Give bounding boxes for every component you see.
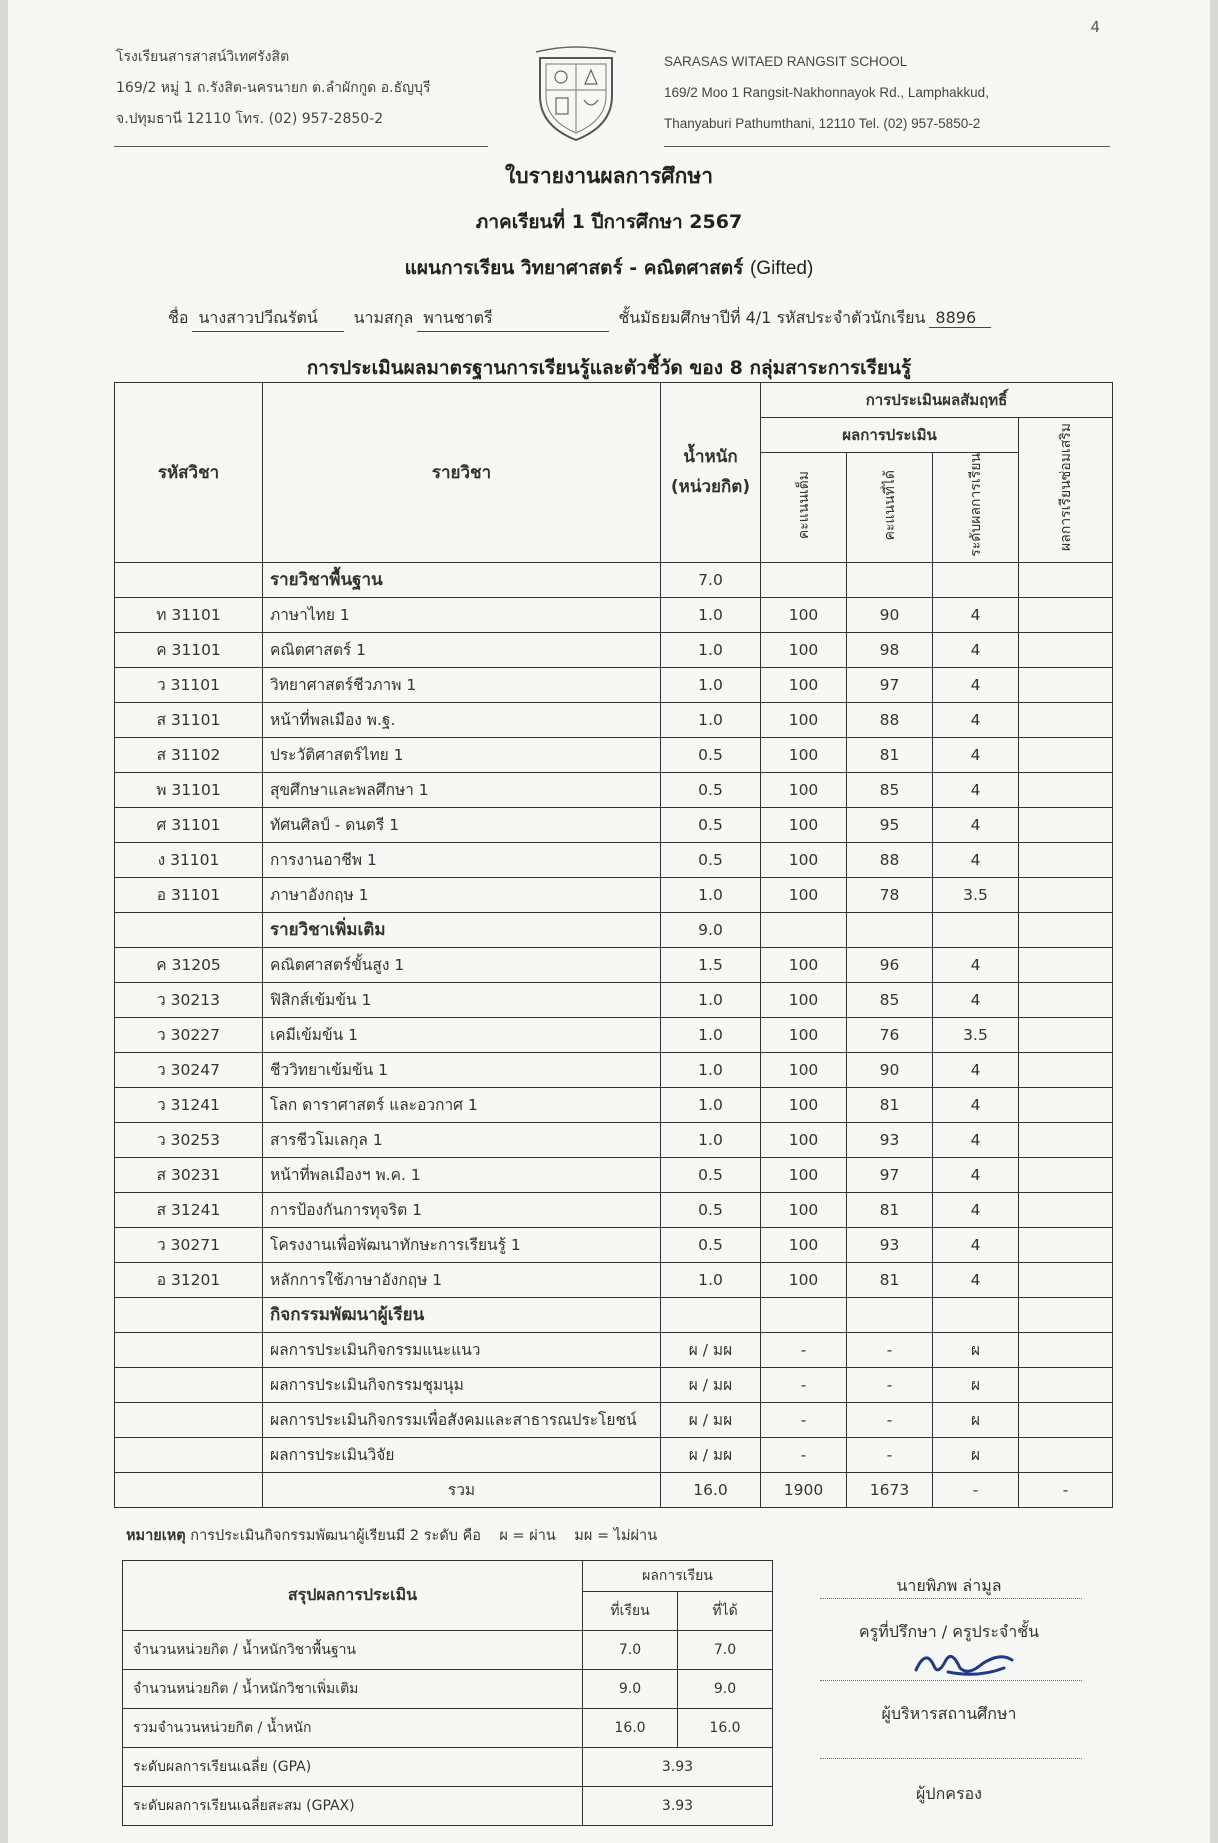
grades-table-body <box>115 562 1113 1472</box>
subject-name: หน้าที่พลเมือง พ.ฐ. <box>263 702 661 737</box>
total-full-score: 1900 <box>761 1472 847 1507</box>
grade-level: 4 <box>933 1192 1019 1227</box>
full-score: 100 <box>761 982 847 1017</box>
subject-name: ฟิสิกส์เข้มข้น 1 <box>263 982 661 1017</box>
table-row <box>115 947 1113 982</box>
section-title: รายวิชาพื้นฐาน <box>263 562 661 597</box>
subject-name: โลก ดาราศาสตร์ และอวกาศ 1 <box>263 1087 661 1122</box>
section-row <box>115 562 1113 597</box>
table-row <box>115 1192 1113 1227</box>
table-row <box>115 1402 1113 1437</box>
subject-name: สารชีวโมเลกุล 1 <box>263 1122 661 1157</box>
advisor-role: ครูที่ปรึกษา / ครูประจำชั้น <box>858 1622 1040 1641</box>
section-row <box>115 912 1113 947</box>
subject-weight: 0.5 <box>661 737 761 772</box>
subject-name: ผลการประเมินกิจกรรมแนะแนว <box>263 1332 661 1367</box>
subject-weight: 1.0 <box>661 597 761 632</box>
school-address-line: 169/2 หมู่ 1 ถ.รังสิต-นครนายก ต.ลำผักกูด อ.ธัญบุรี <box>116 80 431 96</box>
full-score: 100 <box>761 1087 847 1122</box>
subject-code <box>115 1402 263 1437</box>
subject-name: ทัศนศิลป์ - ดนตรี 1 <box>263 807 661 842</box>
full-score: 100 <box>761 737 847 772</box>
remedial-result <box>1019 632 1113 667</box>
remedial-result <box>1019 1437 1113 1472</box>
grade-level: 3.5 <box>933 877 1019 912</box>
section-title: กิจกรรมพัฒนาผู้เรียน <box>263 1297 661 1332</box>
subject-weight: 0.5 <box>661 1192 761 1227</box>
header-level: ระดับผลการเรียน <box>933 453 1019 563</box>
table-row <box>115 772 1113 807</box>
full-score: 100 <box>761 947 847 982</box>
score: 85 <box>847 982 933 1017</box>
remedial-result <box>1019 1367 1113 1402</box>
school-name-thai: โรงเรียนสารสาสน์วิเทศรังสิต <box>116 49 290 65</box>
score: 90 <box>847 597 933 632</box>
score: 96 <box>847 947 933 982</box>
subject-code: ว 30227 <box>115 1017 263 1052</box>
student-id: 8896 <box>929 308 991 328</box>
full-score: 100 <box>761 1192 847 1227</box>
score: 81 <box>847 1262 933 1297</box>
grade-level: 4 <box>933 1262 1019 1297</box>
grade-level: 4 <box>933 737 1019 772</box>
subject-weight: 1.0 <box>661 1052 761 1087</box>
subject-weight: ผ / มผ <box>661 1437 761 1472</box>
grade-level: 4 <box>933 1157 1019 1192</box>
header-score: คะแนนที่ได้ <box>847 453 933 563</box>
full-score: 100 <box>761 1227 847 1262</box>
subject-weight: 1.0 <box>661 702 761 737</box>
remedial-result <box>1019 597 1113 632</box>
summary-col-studied: ที่เรียน <box>583 1592 678 1631</box>
signature-line <box>820 1598 1082 1599</box>
remedial-result <box>1019 1052 1113 1087</box>
grade-level: 4 <box>933 1087 1019 1122</box>
full-score: 100 <box>761 877 847 912</box>
score: 76 <box>847 1017 933 1052</box>
remedial-result <box>1019 1017 1113 1052</box>
remedial-result <box>1019 1262 1113 1297</box>
school-address-thai <box>116 42 496 135</box>
remedial-result <box>1019 1402 1113 1437</box>
subject-name: ผลการประเมินวิจัย <box>263 1437 661 1472</box>
table-row <box>115 737 1113 772</box>
summary-row: จำนวนหน่วยกิต / น้ำหนักวิชาพื้นฐาน 7.0 7.0 <box>123 1631 773 1670</box>
score: 88 <box>847 702 933 737</box>
signature-line <box>820 1758 1082 1759</box>
table-row <box>115 702 1113 737</box>
advisor-name: นายพิภพ ล่ามูล <box>896 1576 1002 1595</box>
report-card-page <box>8 0 1210 1843</box>
table-row <box>115 1367 1113 1402</box>
subject-weight: ผ / มผ <box>661 1402 761 1437</box>
grade-level: 4 <box>933 667 1019 702</box>
subject-name: ภาษาอังกฤษ 1 <box>263 877 661 912</box>
subject-name: การงานอาชีพ 1 <box>263 842 661 877</box>
header-results: ผลการประเมิน <box>761 418 1019 453</box>
table-row <box>115 1262 1113 1297</box>
student-surname: พานชาตรี <box>417 306 609 332</box>
subject-name: หน้าที่พลเมืองฯ พ.ค. 1 <box>263 1157 661 1192</box>
header-remedial: ผลการเรียนซ่อมเสริม <box>1019 418 1113 563</box>
section-weight <box>661 1297 761 1332</box>
school-address-line: Thanyaburi Pathumthani, 12110 Tel. (02) 957-5850-2 <box>664 116 981 131</box>
subject-weight: 1.0 <box>661 667 761 702</box>
grade-level: 4 <box>933 1122 1019 1157</box>
school-address-line: จ.ปทุมธานี 12110 โทร. (02) 957-2850-2 <box>116 111 384 127</box>
remedial-result <box>1019 1087 1113 1122</box>
subject-code: ส 30231 <box>115 1157 263 1192</box>
section-row <box>115 1297 1113 1332</box>
gpax-row <box>123 1787 773 1826</box>
table-row <box>115 877 1113 912</box>
total-level: - <box>933 1472 1019 1507</box>
student-class: 4/1 <box>745 308 772 327</box>
summary-table <box>122 1560 773 1826</box>
score: 81 <box>847 1087 933 1122</box>
score: - <box>847 1367 933 1402</box>
subject-weight: 1.5 <box>661 947 761 982</box>
page-number: 4 <box>1090 18 1100 36</box>
subject-name: ชีววิทยาเข้มข้น 1 <box>263 1052 661 1087</box>
subject-weight: ผ / มผ <box>661 1332 761 1367</box>
report-title: ใบรายงานผลการศึกษา <box>504 164 713 188</box>
table-row <box>115 1157 1113 1192</box>
subject-name: วิทยาศาสตร์ชีวภาพ 1 <box>263 667 661 702</box>
header-achievement: การประเมินผลสัมฤทธิ์ <box>761 383 1113 418</box>
subject-code: พ 31101 <box>115 772 263 807</box>
score: 95 <box>847 807 933 842</box>
table-row <box>115 842 1113 877</box>
school-crest-icon <box>530 44 622 144</box>
grade-level: 4 <box>933 842 1019 877</box>
score: - <box>847 1402 933 1437</box>
signature-scribble-icon <box>908 1642 1018 1682</box>
footnote <box>126 1524 657 1547</box>
total-remedial: - <box>1019 1472 1113 1507</box>
subject-weight: 1.0 <box>661 632 761 667</box>
subject-weight: 1.0 <box>661 1122 761 1157</box>
full-score: 100 <box>761 632 847 667</box>
section-title: รายวิชาเพิ่มเติม <box>263 912 661 947</box>
summary-row: จำนวนหน่วยกิต / น้ำหนักวิชาเพิ่มเติม 9.0 9.0 <box>123 1670 773 1709</box>
grade-level: ผ <box>933 1437 1019 1472</box>
program-title <box>8 253 1210 283</box>
school-address-line: 169/2 Moo 1 Rangsit-Nakhonnayok Rd., Lamphakkud, <box>664 85 989 100</box>
name-label: ชื่อ <box>168 308 189 327</box>
full-score: - <box>761 1402 847 1437</box>
score: 93 <box>847 1122 933 1157</box>
program-tag: (Gifted) <box>749 258 814 279</box>
subject-name: คณิตศาสตร์ขั้นสูง 1 <box>263 947 661 982</box>
subject-weight: 0.5 <box>661 772 761 807</box>
grade-level: 4 <box>933 982 1019 1017</box>
header-code: รหัสวิชา <box>115 383 263 563</box>
subject-code: ศ 31101 <box>115 807 263 842</box>
subject-weight: 1.0 <box>661 1087 761 1122</box>
subject-code: ค 31205 <box>115 947 263 982</box>
gpax-label: ระดับผลการเรียนเฉลี่ยสะสม (GPAX) <box>123 1787 583 1826</box>
subject-weight: 0.5 <box>661 1227 761 1262</box>
full-score: 100 <box>761 807 847 842</box>
subject-weight: ผ / มผ <box>661 1367 761 1402</box>
table-row <box>115 1227 1113 1262</box>
student-first-name: นางสาวปวีณรัตน์ <box>192 306 344 332</box>
note-label: หมายเหตุ <box>126 1528 186 1544</box>
surname-label: นามสกุล <box>353 308 414 327</box>
summary-title: สรุปผลการประเมิน <box>123 1561 583 1631</box>
grade-level: 4 <box>933 597 1019 632</box>
subject-code <box>115 1367 263 1402</box>
full-score: 100 <box>761 1157 847 1192</box>
table-row <box>115 1437 1113 1472</box>
table-row <box>115 1122 1113 1157</box>
subject-weight: 0.5 <box>661 807 761 842</box>
subject-code: ท 31101 <box>115 597 263 632</box>
grade-level: 4 <box>933 772 1019 807</box>
subject-weight: 1.0 <box>661 1017 761 1052</box>
table-row <box>115 982 1113 1017</box>
score: 98 <box>847 632 933 667</box>
note-fail: มผ = ไม่ผ่าน <box>574 1528 658 1544</box>
subject-code: ง 31101 <box>115 842 263 877</box>
subject-code <box>115 1437 263 1472</box>
score: 97 <box>847 1157 933 1192</box>
school-address-english <box>664 46 1124 139</box>
gpa-label: ระดับผลการเรียนเฉลี่ย (GPA) <box>123 1748 583 1787</box>
header-subject: รายวิชา <box>263 383 661 563</box>
grade-level: ผ <box>933 1402 1019 1437</box>
score: 88 <box>847 842 933 877</box>
school-name-english: SARASAS WITAED RANGSIT SCHOOL <box>664 54 908 69</box>
total-weight: 16.0 <box>661 1472 761 1507</box>
note-text: การประเมินกิจกรรมพัฒนาผู้เรียนมี 2 ระดับ คือ <box>190 1528 481 1544</box>
subject-name: หลักการใช้ภาษาอังกฤษ 1 <box>263 1262 661 1297</box>
subject-weight: 0.5 <box>661 842 761 877</box>
grade-level: 3.5 <box>933 1017 1019 1052</box>
semester-title: ภาคเรียนที่ 1 ปีการศึกษา 2567 <box>475 211 743 233</box>
full-score: 100 <box>761 1122 847 1157</box>
subject-name: โครงงานเพื่อพัฒนาทักษะการเรียนรู้ 1 <box>263 1227 661 1262</box>
grade-level: 4 <box>933 807 1019 842</box>
subject-code: ส 31241 <box>115 1192 263 1227</box>
remedial-result <box>1019 807 1113 842</box>
subject-code: ว 30213 <box>115 982 263 1017</box>
score: - <box>847 1437 933 1472</box>
subject-code: ส 31102 <box>115 737 263 772</box>
table-row <box>115 1017 1113 1052</box>
grade-level: 4 <box>933 1052 1019 1087</box>
grade-level: ผ <box>933 1332 1019 1367</box>
table-row <box>115 1052 1113 1087</box>
score: 81 <box>847 1192 933 1227</box>
score: 93 <box>847 1227 933 1262</box>
score: 97 <box>847 667 933 702</box>
section-weight: 7.0 <box>661 562 761 597</box>
remedial-result <box>1019 1157 1113 1192</box>
subject-code: ว 30247 <box>115 1052 263 1087</box>
director-role: ผู้บริหารสถานศึกษา <box>881 1704 1017 1723</box>
full-score: 100 <box>761 667 847 702</box>
subject-name: ประวัติศาสตร์ไทย 1 <box>263 737 661 772</box>
grades-table <box>114 382 1113 1508</box>
note-pass: ผ = ผ่าน <box>499 1528 556 1544</box>
subject-code: ค 31101 <box>115 632 263 667</box>
remedial-result <box>1019 702 1113 737</box>
table-row <box>115 1087 1113 1122</box>
table-row <box>115 597 1113 632</box>
section-title: การประเมินผลมาตรฐานการเรียนรู้และตัวชี้วัด ของ 8 กลุ่มสาระการเรียนรู้ <box>306 357 912 379</box>
summary-col-earned: ที่ได้ <box>678 1592 773 1631</box>
grade-level: 4 <box>933 702 1019 737</box>
subject-name: การป้องกันการทุจริต 1 <box>263 1192 661 1227</box>
remedial-result <box>1019 1332 1113 1367</box>
gpa-value: 3.93 <box>583 1748 773 1787</box>
subject-name: สุขศึกษาและพลศึกษา 1 <box>263 772 661 807</box>
grade-level: 4 <box>933 947 1019 982</box>
grade-level: ผ <box>933 1367 1019 1402</box>
program-name: แผนการเรียน วิทยาศาสตร์ - คณิตศาสตร์ <box>404 257 744 279</box>
table-row <box>115 667 1113 702</box>
full-score: 100 <box>761 1017 847 1052</box>
signature-line <box>820 1680 1082 1681</box>
remedial-result <box>1019 667 1113 702</box>
subject-code: ส 31101 <box>115 702 263 737</box>
subject-weight: 1.0 <box>661 1262 761 1297</box>
remedial-result <box>1019 877 1113 912</box>
score: 90 <box>847 1052 933 1087</box>
student-info <box>168 306 995 332</box>
full-score: - <box>761 1367 847 1402</box>
full-score: 100 <box>761 1262 847 1297</box>
remedial-result <box>1019 772 1113 807</box>
subject-code: ว 30253 <box>115 1122 263 1157</box>
remedial-result <box>1019 947 1113 982</box>
full-score: 100 <box>761 772 847 807</box>
subject-name: ผลการประเมินกิจกรรมชุมนุม <box>263 1367 661 1402</box>
subject-weight: 1.0 <box>661 982 761 1017</box>
header-full-score: คะแนนเต็ม <box>761 453 847 563</box>
full-score: - <box>761 1332 847 1367</box>
total-label: รวม <box>263 1472 661 1507</box>
subject-name: คณิตศาสตร์ 1 <box>263 632 661 667</box>
header-weight: น้ำหนัก (หน่วยกิต) <box>661 383 761 563</box>
subject-code: อ 31201 <box>115 1262 263 1297</box>
score: 78 <box>847 877 933 912</box>
subject-weight: 0.5 <box>661 1157 761 1192</box>
subject-name: เคมีเข้มข้น 1 <box>263 1017 661 1052</box>
section-weight: 9.0 <box>661 912 761 947</box>
gpa-row <box>123 1748 773 1787</box>
header-divider <box>114 146 488 147</box>
remedial-result <box>1019 982 1113 1017</box>
score: - <box>847 1332 933 1367</box>
summary-col-group: ผลการเรียน <box>583 1561 773 1592</box>
remedial-result <box>1019 1192 1113 1227</box>
header-divider <box>664 146 1110 147</box>
full-score: 100 <box>761 1052 847 1087</box>
student-id-label: รหัสประจำตัวนักเรียน <box>776 308 926 327</box>
full-score: 100 <box>761 842 847 877</box>
score: 85 <box>847 772 933 807</box>
subject-code: ว 31101 <box>115 667 263 702</box>
subject-code <box>115 1332 263 1367</box>
full-score: 100 <box>761 597 847 632</box>
remedial-result <box>1019 842 1113 877</box>
full-score: 100 <box>761 702 847 737</box>
subject-code: ว 30271 <box>115 1227 263 1262</box>
gpax-value: 3.93 <box>583 1787 773 1826</box>
table-row <box>115 1332 1113 1367</box>
subject-code: ว 31241 <box>115 1087 263 1122</box>
table-row <box>115 632 1113 667</box>
remedial-result <box>1019 737 1113 772</box>
subject-weight: 1.0 <box>661 877 761 912</box>
parent-role: ผู้ปกครอง <box>916 1784 982 1803</box>
subject-name: ภาษาไทย 1 <box>263 597 661 632</box>
summary-row: รวมจำนวนหน่วยกิต / น้ำหนัก 16.0 16.0 <box>123 1709 773 1748</box>
grade-level: 4 <box>933 632 1019 667</box>
subject-code: อ 31101 <box>115 877 263 912</box>
total-score: 1673 <box>847 1472 933 1507</box>
full-score: - <box>761 1437 847 1472</box>
class-label: ชั้นมัธยมศึกษาปีที่ <box>618 308 741 327</box>
table-row <box>115 807 1113 842</box>
remedial-result <box>1019 1122 1113 1157</box>
subject-name: ผลการประเมินกิจกรรมเพื่อสังคมและสาธารณประโยชน์ <box>263 1402 661 1437</box>
grade-level: 4 <box>933 1227 1019 1262</box>
remedial-result <box>1019 1227 1113 1262</box>
score: 81 <box>847 737 933 772</box>
total-row <box>115 1472 1113 1507</box>
